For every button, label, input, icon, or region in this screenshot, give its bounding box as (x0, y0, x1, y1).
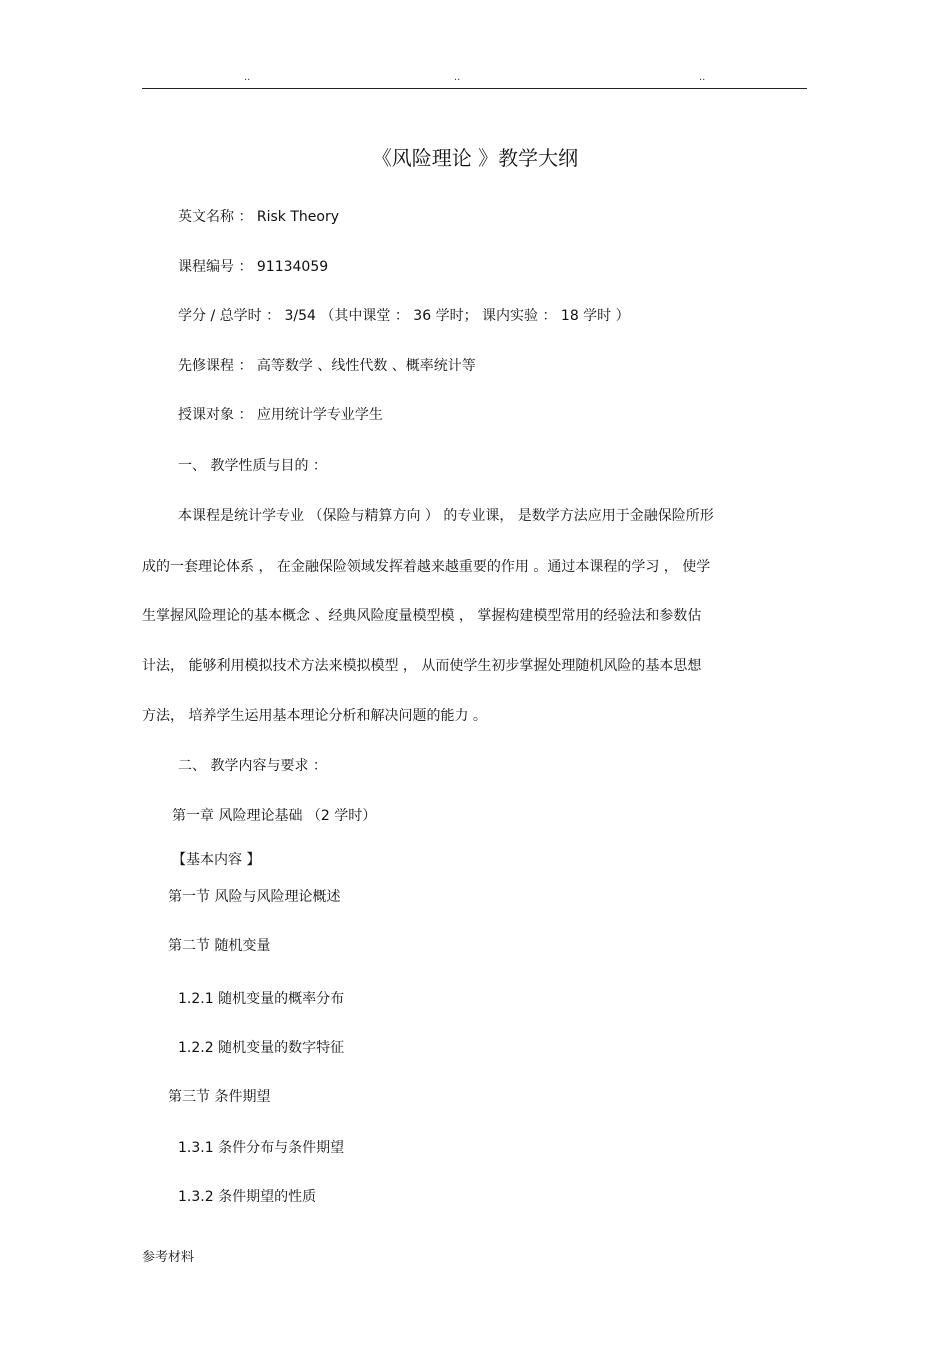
outline-item: 1.2.1 随机变量的概率分布 (178, 991, 345, 1007)
footer-label: 参考材料 (142, 1250, 195, 1265)
header-dots-right: .. (699, 72, 706, 83)
outline-item: 第二节 随机变量 (168, 938, 271, 954)
outline-item: 1.3.1 条件分布与条件期望 (178, 1140, 345, 1156)
outline-item: 第一节 风险与风险理论概述 (168, 889, 341, 905)
audience: 授课对象 ： 应用统计学专业学生 (178, 407, 383, 423)
header-dots-center: .. (454, 72, 461, 83)
outline-item: 1.3.2 条件期望的性质 (178, 1189, 317, 1205)
document-title: 《风险理论 》教学大纲 (371, 146, 579, 170)
section-heading-content: 二、 教学内容与要求 ： (178, 758, 327, 774)
header-rule (142, 88, 807, 89)
course-code: 课程编号 ： 91134059 (178, 259, 329, 275)
paragraph-line: 生掌握风险理论的基本概念 、经典风险度量模型模 ， 掌握构建模型常用的经验法和参数估 (142, 608, 702, 624)
paragraph-line: 本课程是统计学专业 （保险与精算方向 ） 的专业课， 是数学方法应用于金融保险所形 (178, 508, 714, 524)
english-name: 英文名称 ： Risk Theory (178, 209, 340, 225)
credits-hours: 学分 / 总学时 ： 3/54 （其中课堂 ： 36 学时； 课内实验 ： 18 学时 ） (178, 308, 630, 324)
paragraph-line: 方法， 培养学生运用基本理论分析和解决问题的能力 。 (142, 708, 487, 724)
basic-content-label: 【基本内容 】 (172, 852, 261, 868)
paragraph-line: 成的一套理论体系 ， 在金融保险领域发挥着越来越重要的作用 。通过本课程的学习 ， 使学 (142, 559, 711, 575)
chapter-title: 第一章 风险理论基础 （2 学时） (172, 808, 377, 824)
section-heading-purpose: 一、 教学性质与目的 ： (178, 458, 327, 474)
prerequisites: 先修课程 ： 高等数学 、线性代数 、概率统计等 (178, 358, 476, 374)
paragraph-line: 计法， 能够利用模拟技术方法来模拟模型 ， 从而使学生初步掌握处理随机风险的基本思想 (142, 658, 702, 674)
outline-item: 1.2.2 随机变量的数字特征 (178, 1040, 345, 1056)
header-dots-left: .. (244, 72, 251, 83)
outline-item: 第三节 条件期望 (168, 1089, 271, 1105)
